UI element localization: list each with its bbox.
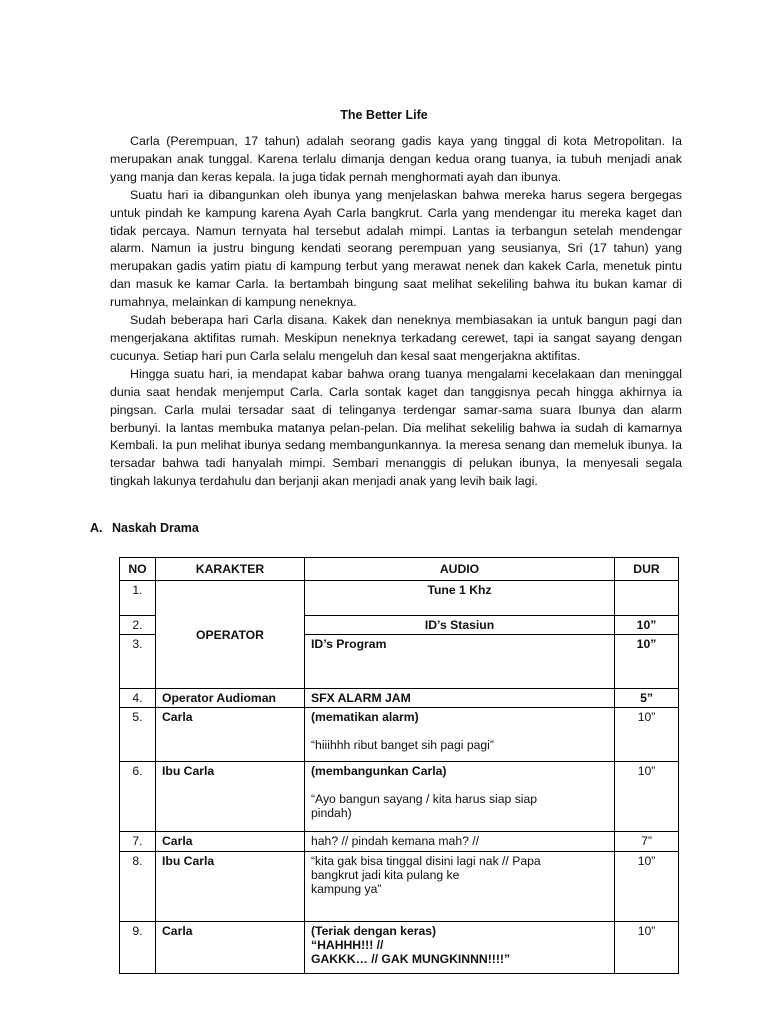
- row-dur: 7”: [615, 832, 679, 852]
- row-no: 4.: [120, 689, 156, 708]
- row-no: 6.: [120, 762, 156, 832]
- audio-line: kampung ya”: [311, 882, 382, 896]
- row-audio: [305, 832, 615, 852]
- row-dur: 10”: [615, 852, 679, 922]
- audio-line: bangkrut jadi kita pulang ke: [311, 868, 460, 882]
- audio-line: “HAHHH!!! //: [311, 938, 384, 952]
- paragraph: Suatu hari ia dibangunkan oleh ibunya yang menjelaskan bahwa mereka harus segera bergegas untuk pindah ke kampung karena Ayah Carla bangkrut. Carla yang mendengar itu mereka kaget dan tidak percaya. Namun ternyata hal tersebut adalah mimpi. Lantas ia terbangun setelah mendengar alarm. Namun ia justru bingung kendati seorang perempuan yang seusianya, Sri (17 tahun) yang merupakan gadis yatim piatu di kampung terbut yang merawat nenek dan kakek Carla, menetuk pintu dan masuk ke kamar Carla. Ia bertambah bingung saat melihat sekeliling bahwa itu bukan kamar di rumahnya, melainkan di kampung neneknya.: [110, 187, 682, 310]
- row-audio: [305, 708, 615, 762]
- row-audio: [305, 689, 615, 708]
- row-no: 5.: [120, 708, 156, 762]
- synopsis: [110, 133, 682, 491]
- row-dur: 10”: [615, 762, 679, 832]
- row-dur: 10”: [615, 635, 679, 689]
- row-dur: 10”: [615, 922, 679, 974]
- header-karakter: KARAKTER: [156, 558, 305, 581]
- audio-line: ID’s Stasiun: [424, 618, 495, 632]
- row-no: 9.: [120, 922, 156, 974]
- row-no: 2.: [120, 616, 156, 635]
- audio-line: ID’s Program: [311, 637, 387, 651]
- table-row: [120, 832, 679, 852]
- row-audio: [305, 616, 615, 635]
- row-karakter: Carla: [156, 832, 305, 852]
- row-karakter: Carla: [156, 922, 305, 974]
- row-karakter: Operator Audioman: [156, 689, 305, 708]
- table-row: [120, 922, 679, 974]
- row-audio: [305, 922, 615, 974]
- paragraph: Carla (Perempuan, 17 tahun) adalah seorang gadis kaya yang tinggal di kota Metropolitan. Ia merupakan anak tunggal. Karena terlalu dimanja dengan kedua orang tuanya, ia tubuh menjadi anak yang manja dan keras kepala. Ia juga tidak pernah menghormati ayah dan ibunya.: [110, 134, 682, 184]
- script-table: [119, 557, 679, 974]
- header-no: NO: [120, 558, 156, 581]
- row-karakter: Carla: [156, 708, 305, 762]
- row-no: 7.: [120, 832, 156, 852]
- row-dur: [615, 581, 679, 616]
- row-audio: [305, 852, 615, 922]
- section-marker: A.: [90, 521, 103, 535]
- audio-line: “Ayo bangun sayang / kita harus siap siap pindah): [311, 792, 538, 820]
- audio-line: Tune 1 Khz: [427, 583, 492, 597]
- table-row: [120, 852, 679, 922]
- row-karakter: Ibu Carla: [156, 852, 305, 922]
- line-gap: [311, 778, 608, 792]
- paragraph: Hingga suatu hari, ia mendapat kabar bahwa orang tuanya mengalami kecelakaan dan meninggal dunia saat hendak menjemput Carla. Carla sontak kaget dan tanggisnya pecah hingga akhirnya ia pingsan. Carla mulai tersadar saat di telinganya terdengar samar-sama suara Ibunya dan alarm berbunyi. Ia lantas membuka matanya pelan-pelan. Dia melihat sekelilig bahwa ia sudah di kamarnya Kembali. Ia pun melihat ibunya sedang membangunkannya. Ia meresa senang dan memeluk ibunya. Ia tersadar bahwa tadi hanyalah mimpi. Sembari menanggis di pelukan ibunya, Ia menyesali segala tingkah lakunya terdahulu dan berjanji akan menjadi anak yang levih baik lagi.: [110, 366, 682, 489]
- table-row: [120, 689, 679, 708]
- audio-line: GAKKK… // GAK MUNGKINNN!!!!”: [311, 952, 511, 966]
- row-audio: [305, 635, 615, 689]
- audio-line: (membangunkan Carla): [311, 764, 447, 778]
- row-no: 1.: [120, 581, 156, 616]
- document-title: The Better Life: [340, 108, 428, 122]
- row-dur: 5”: [615, 689, 679, 708]
- header-dur: DUR: [615, 558, 679, 581]
- table-row: [120, 708, 679, 762]
- section-heading: [90, 521, 199, 535]
- table-row: [120, 762, 679, 832]
- row-audio: [305, 762, 615, 832]
- paragraph: Sudah beberapa hari Carla disana. Kakek dan neneknya membiasakan ia untuk bangun pagi dan mengerjakana aktifitas rumah. Meskipun neneknya terkadang cerewet, tapi ia sangat sayang dengan cucunya. Setiap hari pun Carla selalu mengeluh dan kesal saat mengerjakna aktifitas.: [110, 313, 682, 363]
- line-gap: [311, 724, 608, 738]
- audio-line: hah? // pindah kemana mah? //: [311, 834, 480, 848]
- audio-line: (mematikan alarm): [311, 710, 419, 724]
- row-karakter: Ibu Carla: [156, 762, 305, 832]
- section-title: Naskah Drama: [112, 521, 199, 535]
- audio-line: “kita gak bisa tinggal disini lagi nak // Papa: [311, 854, 541, 868]
- header-audio: AUDIO: [305, 558, 615, 581]
- table-header-row: [120, 558, 679, 581]
- table-row: [120, 581, 679, 616]
- row-dur: 10”: [615, 708, 679, 762]
- row-no: 8.: [120, 852, 156, 922]
- audio-line: “hiiihhh ribut banget sih pagi pagi”: [311, 738, 494, 752]
- audio-line: SFX ALARM JAM: [311, 691, 411, 705]
- row-audio: [305, 581, 615, 616]
- row-no: 3.: [120, 635, 156, 689]
- operator-cell: OPERATOR: [156, 581, 305, 689]
- row-dur: 10”: [615, 616, 679, 635]
- audio-line: (Teriak dengan keras): [311, 924, 437, 938]
